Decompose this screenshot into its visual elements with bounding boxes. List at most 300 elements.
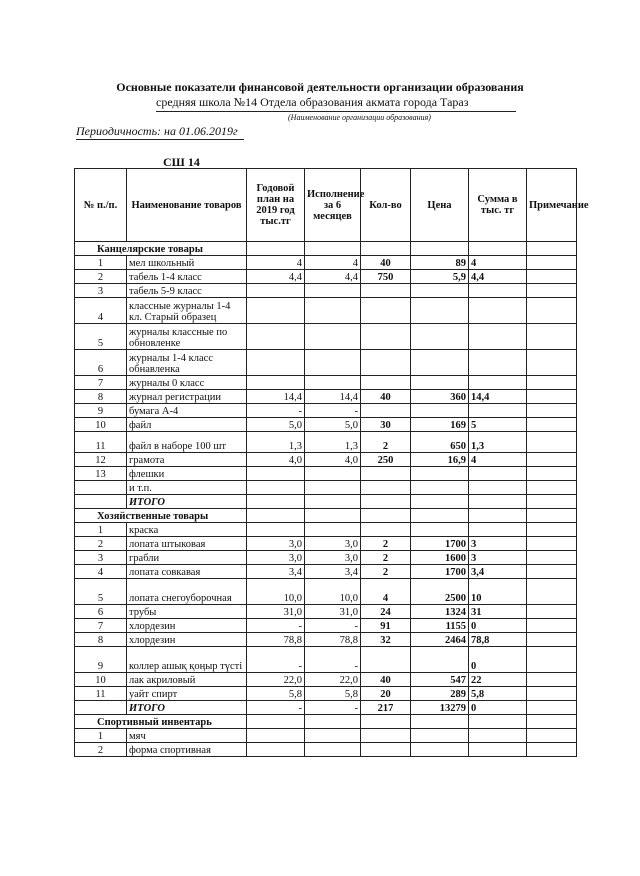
- note-value: [527, 284, 577, 298]
- price-value: [411, 729, 469, 743]
- row-number: 6: [75, 350, 127, 376]
- row-number: 11: [75, 687, 127, 701]
- item-name: классные журналы 1-4 кл. Старый образец: [127, 298, 247, 324]
- sum-value: 4: [469, 256, 527, 270]
- qty-value: [361, 647, 411, 673]
- qty-value: 2: [361, 565, 411, 579]
- sum-value: 3: [469, 551, 527, 565]
- note-value: [527, 350, 577, 376]
- plan-value: 4: [247, 256, 305, 270]
- exec-value: 4,4: [305, 270, 361, 284]
- plan-value: -: [247, 619, 305, 633]
- note-value: [527, 729, 577, 743]
- total-price: [411, 495, 469, 509]
- note-value: [527, 467, 577, 481]
- empty-cell: [361, 509, 411, 523]
- note-value: [527, 256, 577, 270]
- table-row: [75, 324, 577, 350]
- empty-cell: [247, 509, 305, 523]
- total-plan: -: [247, 701, 305, 715]
- exec-value: 3,0: [305, 537, 361, 551]
- qty-value: 4: [361, 579, 411, 605]
- table-row: [75, 298, 577, 324]
- price-value: 1700: [411, 565, 469, 579]
- plan-value: [247, 324, 305, 350]
- item-name: грамота: [127, 453, 247, 467]
- exec-value: 3,4: [305, 565, 361, 579]
- row-number: 12: [75, 453, 127, 467]
- exec-value: [305, 376, 361, 390]
- sum-value: [469, 284, 527, 298]
- item-name: хлордезин: [127, 619, 247, 633]
- qty-value: 2: [361, 537, 411, 551]
- total-row: [75, 495, 577, 509]
- note-value: [527, 619, 577, 633]
- sum-value: [469, 481, 527, 495]
- plan-value: 31,0: [247, 605, 305, 619]
- qty-value: 91: [361, 619, 411, 633]
- note-value: [527, 481, 577, 495]
- empty-cell: [469, 715, 527, 729]
- price-value: 5,9: [411, 270, 469, 284]
- plan-value: 4,0: [247, 453, 305, 467]
- header-note: Примечание: [527, 169, 577, 242]
- exec-value: 14,4: [305, 390, 361, 404]
- plan-value: [247, 376, 305, 390]
- note-value: [527, 551, 577, 565]
- item-name: грабли: [127, 551, 247, 565]
- plan-value: 14,4: [247, 390, 305, 404]
- plan-value: 3,0: [247, 551, 305, 565]
- item-name: табель 5-9 класс: [127, 284, 247, 298]
- item-name: файл: [127, 418, 247, 432]
- qty-value: 30: [361, 418, 411, 432]
- note-value: [527, 633, 577, 647]
- period-label: Периодичность: на 01.06.2019г: [76, 124, 244, 140]
- table-row: [75, 523, 577, 537]
- table-row: [75, 270, 577, 284]
- sum-value: 1,3: [469, 432, 527, 453]
- exec-value: 5,8: [305, 687, 361, 701]
- note-value: [527, 537, 577, 551]
- sum-value: 0: [469, 647, 527, 673]
- note-value: [527, 687, 577, 701]
- qty-value: [361, 523, 411, 537]
- plan-value: [247, 284, 305, 298]
- qty-value: [361, 404, 411, 418]
- row-number: 1: [75, 256, 127, 270]
- sum-value: 78,8: [469, 633, 527, 647]
- price-value: [411, 523, 469, 537]
- organization-note: (Наименование организации образования): [288, 113, 431, 122]
- total-sum: 0: [469, 701, 527, 715]
- item-name: мяч: [127, 729, 247, 743]
- item-name: краска: [127, 523, 247, 537]
- note-value: [527, 453, 577, 467]
- note-value: [527, 432, 577, 453]
- row-number: 8: [75, 633, 127, 647]
- row-number: 1: [75, 523, 127, 537]
- row-number: [75, 481, 127, 495]
- qty-value: [361, 376, 411, 390]
- qty-value: 250: [361, 453, 411, 467]
- exec-value: 1,3: [305, 432, 361, 453]
- price-value: [411, 467, 469, 481]
- sum-value: [469, 523, 527, 537]
- table-row: [75, 551, 577, 565]
- plan-value: 10,0: [247, 579, 305, 605]
- plan-value: -: [247, 404, 305, 418]
- item-name: форма спортивная: [127, 743, 247, 757]
- qty-value: 750: [361, 270, 411, 284]
- total-label: ИТОГО: [127, 701, 247, 715]
- total-qty: 217: [361, 701, 411, 715]
- header-num: № п./п.: [75, 169, 127, 242]
- empty-cell: [361, 715, 411, 729]
- section-row: [75, 242, 577, 256]
- row-number: 5: [75, 579, 127, 605]
- qty-value: 40: [361, 256, 411, 270]
- organization-name: средняя школа №14 Отдела образования акмата города Тараз: [156, 95, 516, 112]
- plan-value: 5,0: [247, 418, 305, 432]
- header-price: Цена: [411, 169, 469, 242]
- plan-value: [247, 523, 305, 537]
- empty-cell: [411, 242, 469, 256]
- qty-value: 24: [361, 605, 411, 619]
- price-value: 2464: [411, 633, 469, 647]
- price-value: [411, 298, 469, 324]
- total-exec: [305, 495, 361, 509]
- item-name: хлордезин: [127, 633, 247, 647]
- empty-cell: [361, 242, 411, 256]
- section-title: Канцелярские товары: [75, 242, 247, 256]
- table-row: [75, 579, 577, 605]
- table-row: [75, 467, 577, 481]
- table-row: [75, 404, 577, 418]
- section-row: [75, 715, 577, 729]
- header-plan: Годовой план на 2019 год тыс.тг: [247, 169, 305, 242]
- plan-value: 1,3: [247, 432, 305, 453]
- qty-value: [361, 467, 411, 481]
- price-value: [411, 743, 469, 757]
- table-row: [75, 284, 577, 298]
- sum-value: [469, 404, 527, 418]
- total-exec: -: [305, 701, 361, 715]
- table-body: [75, 242, 577, 757]
- qty-value: [361, 324, 411, 350]
- item-name: лопата снегоуборочная: [127, 579, 247, 605]
- table-row: [75, 647, 577, 673]
- row-number: 4: [75, 565, 127, 579]
- table-row: [75, 481, 577, 495]
- price-value: 1155: [411, 619, 469, 633]
- total-label: ИТОГО: [127, 495, 247, 509]
- row-number: 10: [75, 418, 127, 432]
- empty-cell: [527, 701, 577, 715]
- row-number: 3: [75, 284, 127, 298]
- price-value: [411, 376, 469, 390]
- item-name: флешки: [127, 467, 247, 481]
- sum-value: [469, 743, 527, 757]
- note-value: [527, 418, 577, 432]
- empty-cell: [305, 242, 361, 256]
- sum-value: [469, 467, 527, 481]
- note-value: [527, 647, 577, 673]
- note-value: [527, 298, 577, 324]
- plan-value: 22,0: [247, 673, 305, 687]
- price-value: 650: [411, 432, 469, 453]
- item-name: лак акриловый: [127, 673, 247, 687]
- item-name: файл в наборе 100 шт: [127, 432, 247, 453]
- sum-value: 3,4: [469, 565, 527, 579]
- row-number: 2: [75, 743, 127, 757]
- exec-value: 10,0: [305, 579, 361, 605]
- document-title: Основные показатели финансовой деятельности организации образования: [116, 80, 524, 94]
- plan-value: [247, 298, 305, 324]
- note-value: [527, 743, 577, 757]
- empty-cell: [247, 242, 305, 256]
- row-number: 10: [75, 673, 127, 687]
- plan-value: 3,0: [247, 537, 305, 551]
- qty-value: 40: [361, 673, 411, 687]
- table-row: [75, 605, 577, 619]
- plan-value: [247, 467, 305, 481]
- row-number: 9: [75, 647, 127, 673]
- item-name: уайт спирт: [127, 687, 247, 701]
- plan-value: -: [247, 647, 305, 673]
- note-value: [527, 376, 577, 390]
- item-name: и т.п.: [127, 481, 247, 495]
- sum-value: 14,4: [469, 390, 527, 404]
- qty-value: [361, 729, 411, 743]
- note-value: [527, 605, 577, 619]
- table-row: [75, 256, 577, 270]
- price-value: 2500: [411, 579, 469, 605]
- sum-value: 3: [469, 537, 527, 551]
- note-value: [527, 404, 577, 418]
- sum-value: [469, 729, 527, 743]
- row-number: 11: [75, 432, 127, 453]
- header-qty: Кол-во: [361, 169, 411, 242]
- row-number: 7: [75, 376, 127, 390]
- empty-cell: [75, 701, 127, 715]
- exec-value: 22,0: [305, 673, 361, 687]
- plan-value: [247, 743, 305, 757]
- exec-value: [305, 743, 361, 757]
- item-name: журналы 1-4 класс обнавленка: [127, 350, 247, 376]
- exec-value: 3,0: [305, 551, 361, 565]
- exec-value: [305, 481, 361, 495]
- total-row: [75, 701, 577, 715]
- qty-value: [361, 481, 411, 495]
- empty-cell: [411, 509, 469, 523]
- total-plan: [247, 495, 305, 509]
- price-value: [411, 647, 469, 673]
- exec-value: -: [305, 404, 361, 418]
- row-number: 7: [75, 619, 127, 633]
- price-value: 1700: [411, 537, 469, 551]
- total-price: 13279: [411, 701, 469, 715]
- sum-value: 5,8: [469, 687, 527, 701]
- row-number: 9: [75, 404, 127, 418]
- item-name: журналы классные по обновленке: [127, 324, 247, 350]
- table-row: [75, 418, 577, 432]
- qty-value: 32: [361, 633, 411, 647]
- plan-value: [247, 481, 305, 495]
- row-number: 13: [75, 467, 127, 481]
- row-number: 1: [75, 729, 127, 743]
- table-row: [75, 565, 577, 579]
- plan-value: 3,4: [247, 565, 305, 579]
- sum-value: 0: [469, 619, 527, 633]
- item-name: журналы 0 класс: [127, 376, 247, 390]
- empty-cell: [527, 495, 577, 509]
- item-name: мел школьный: [127, 256, 247, 270]
- row-number: 3: [75, 551, 127, 565]
- total-sum: [469, 495, 527, 509]
- qty-value: [361, 298, 411, 324]
- plan-value: 5,8: [247, 687, 305, 701]
- note-value: [527, 390, 577, 404]
- price-value: 360: [411, 390, 469, 404]
- qty-value: [361, 743, 411, 757]
- qty-value: 2: [361, 432, 411, 453]
- price-value: 16,9: [411, 453, 469, 467]
- sum-value: [469, 350, 527, 376]
- item-name: коллер ашық қоңыр түсті: [127, 647, 247, 673]
- total-qty: [361, 495, 411, 509]
- empty-cell: [469, 509, 527, 523]
- header-name: Наименование товаров: [127, 169, 247, 242]
- empty-cell: [527, 509, 577, 523]
- price-value: 1324: [411, 605, 469, 619]
- sum-value: 31: [469, 605, 527, 619]
- qty-value: [361, 284, 411, 298]
- section-title: Хозяйственные товары: [75, 509, 247, 523]
- exec-value: -: [305, 647, 361, 673]
- price-value: [411, 404, 469, 418]
- table-row: [75, 743, 577, 757]
- sum-value: 22: [469, 673, 527, 687]
- exec-value: [305, 523, 361, 537]
- table-row: [75, 453, 577, 467]
- table-header-row: [75, 169, 577, 242]
- sum-value: [469, 376, 527, 390]
- exec-value: [305, 467, 361, 481]
- section-title: Спортивный инвентарь: [75, 715, 247, 729]
- plan-value: 78,8: [247, 633, 305, 647]
- exec-value: [305, 324, 361, 350]
- price-value: 547: [411, 673, 469, 687]
- sum-value: [469, 324, 527, 350]
- exec-value: 5,0: [305, 418, 361, 432]
- exec-value: 31,0: [305, 605, 361, 619]
- empty-cell: [75, 495, 127, 509]
- note-value: [527, 673, 577, 687]
- qty-value: [361, 350, 411, 376]
- row-number: 8: [75, 390, 127, 404]
- item-name: лопата совкавая: [127, 565, 247, 579]
- empty-cell: [305, 509, 361, 523]
- price-value: 1600: [411, 551, 469, 565]
- price-value: [411, 284, 469, 298]
- note-value: [527, 324, 577, 350]
- empty-cell: [247, 715, 305, 729]
- item-name: лопата штыковая: [127, 537, 247, 551]
- item-name: бумага А-4: [127, 404, 247, 418]
- table-row: [75, 390, 577, 404]
- price-value: [411, 350, 469, 376]
- note-value: [527, 579, 577, 605]
- table-row: [75, 350, 577, 376]
- item-name: журнал регистрации: [127, 390, 247, 404]
- sum-value: 5: [469, 418, 527, 432]
- note-value: [527, 270, 577, 284]
- row-number: 5: [75, 324, 127, 350]
- plan-value: [247, 350, 305, 376]
- goods-table: [74, 168, 589, 757]
- header-exec: Исполнение за 6 месяцев: [305, 169, 361, 242]
- exec-value: -: [305, 619, 361, 633]
- price-value: 169: [411, 418, 469, 432]
- table-row: [75, 376, 577, 390]
- empty-cell: [527, 242, 577, 256]
- plan-value: [247, 729, 305, 743]
- qty-value: 20: [361, 687, 411, 701]
- sum-value: 4,4: [469, 270, 527, 284]
- qty-value: 40: [361, 390, 411, 404]
- exec-value: [305, 350, 361, 376]
- price-value: [411, 324, 469, 350]
- section-row: [75, 509, 577, 523]
- item-name: трубы: [127, 605, 247, 619]
- exec-value: 4,0: [305, 453, 361, 467]
- exec-value: [305, 298, 361, 324]
- sum-value: [469, 298, 527, 324]
- table-row: [75, 432, 577, 453]
- sum-value: 10: [469, 579, 527, 605]
- row-number: 2: [75, 537, 127, 551]
- row-number: 4: [75, 298, 127, 324]
- empty-cell: [469, 242, 527, 256]
- note-value: [527, 565, 577, 579]
- empty-cell: [527, 715, 577, 729]
- plan-value: 4,4: [247, 270, 305, 284]
- empty-cell: [305, 715, 361, 729]
- exec-value: 4: [305, 256, 361, 270]
- exec-value: [305, 284, 361, 298]
- table-row: [75, 687, 577, 701]
- table-row: [75, 673, 577, 687]
- table-row: [75, 619, 577, 633]
- table-row: [75, 729, 577, 743]
- header-sum: Сумма в тыс. тг: [469, 169, 527, 242]
- empty-cell: [411, 715, 469, 729]
- table-row: [75, 537, 577, 551]
- row-number: 6: [75, 605, 127, 619]
- school-code: СШ 14: [163, 155, 200, 169]
- price-value: 289: [411, 687, 469, 701]
- sum-value: 4: [469, 453, 527, 467]
- item-name: табель 1-4 класс: [127, 270, 247, 284]
- row-number: 2: [75, 270, 127, 284]
- qty-value: 2: [361, 551, 411, 565]
- exec-value: [305, 729, 361, 743]
- note-value: [527, 523, 577, 537]
- price-value: 89: [411, 256, 469, 270]
- price-value: [411, 481, 469, 495]
- table-row: [75, 633, 577, 647]
